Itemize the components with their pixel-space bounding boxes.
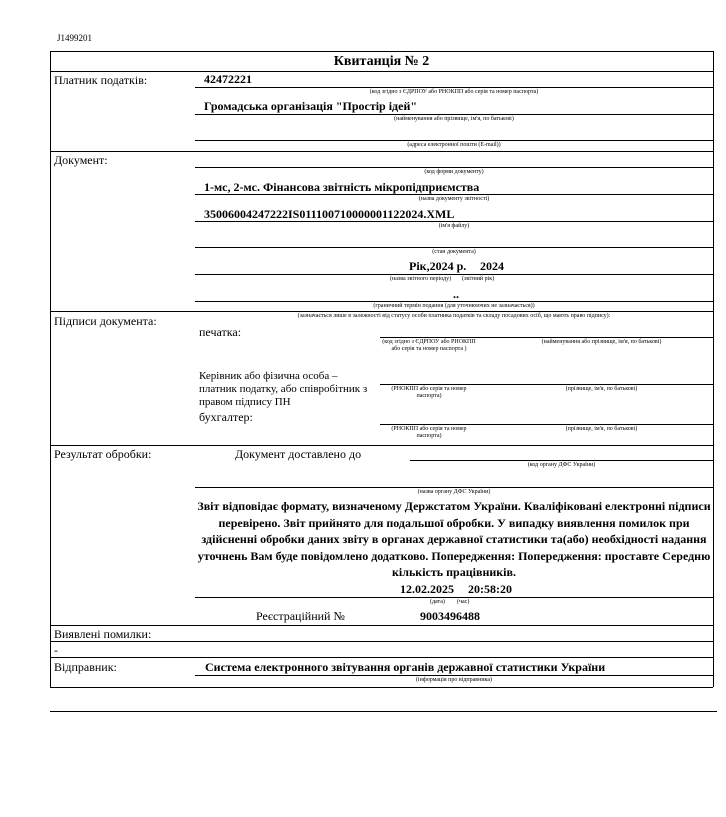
errors-value: - bbox=[54, 643, 58, 657]
sender-label: Відправник: bbox=[54, 660, 117, 674]
errors-divider bbox=[50, 641, 713, 642]
section-divider-2 bbox=[50, 311, 713, 312]
accountant-line bbox=[380, 424, 713, 425]
reg-label: Реєстраційний № bbox=[256, 609, 345, 623]
doc-year-hint: (звітний рік) bbox=[462, 276, 495, 282]
stamp-label: печатка: bbox=[199, 325, 242, 339]
payer-label: Платник податків: bbox=[54, 73, 148, 87]
head-code-hint: (РНОКПП або серія та номер паспорта) bbox=[391, 386, 467, 399]
frame-top bbox=[50, 51, 713, 52]
document-label: Документ: bbox=[54, 153, 108, 167]
frame-left bbox=[50, 51, 51, 687]
stamp-name-hint: (найменування або прізвище, ім'я, по батькові) bbox=[541, 339, 662, 345]
doc-file: 35006004247222IS011100710000001122024.XML bbox=[204, 207, 455, 221]
payer-name-hint: (найменування або прізвище, ім'я, по батькові) bbox=[394, 116, 514, 122]
doc-year: 2024 bbox=[480, 259, 504, 273]
doc-name-line bbox=[195, 194, 713, 195]
result-time: 20:58:20 bbox=[468, 582, 512, 596]
result-label: Результат обробки: bbox=[54, 447, 152, 461]
head-name-hint: (прізвище, ім'я, по батькові) bbox=[565, 386, 638, 392]
sender-value: Система електронного звітування органів державної статистики України bbox=[205, 660, 606, 674]
payer-email-hint: (адреса електронної пошти (E-mail)) bbox=[407, 142, 501, 148]
doc-period: Рік,2024 р. bbox=[409, 259, 467, 273]
doc-deadline: .. bbox=[453, 287, 459, 301]
head-line bbox=[380, 384, 713, 385]
doc-name-hint: (назва документу звітності) bbox=[418, 196, 490, 202]
section-divider-3 bbox=[50, 445, 713, 446]
accountant-name-hint: (прізвище, ім'я, по батькові) bbox=[565, 426, 638, 432]
accountant-label: бухгалтер: bbox=[199, 410, 253, 424]
doc-file-hint: (ім'я файлу) bbox=[438, 223, 470, 229]
doc-form-code-line bbox=[195, 167, 713, 168]
result-date: 12.02.2025 bbox=[400, 582, 454, 596]
doc-period-hint: (назва звітного періоду) bbox=[390, 276, 452, 282]
dfs-name-line bbox=[195, 487, 713, 488]
form-code: J1499201 bbox=[57, 33, 93, 43]
accountant-code-hint: (РНОКПП або серія та номер паспорта) bbox=[391, 426, 467, 439]
signatures-label: Підписи документа: bbox=[54, 314, 157, 328]
title-divider bbox=[50, 71, 713, 72]
doc-period-line bbox=[195, 274, 713, 275]
dfs-code-line bbox=[410, 460, 713, 461]
doc-status-hint: (стан документа) bbox=[432, 249, 476, 255]
payer-code: 42472221 bbox=[204, 72, 252, 86]
payer-name-line bbox=[195, 114, 713, 115]
dfs-code-hint: (код органу ДФС України) bbox=[527, 462, 596, 468]
doc-deadline-line bbox=[195, 301, 713, 302]
doc-file-line bbox=[195, 221, 713, 222]
doc-status-line bbox=[195, 247, 713, 248]
receipt-title: Квитанція № 2 bbox=[333, 54, 430, 69]
section-divider-5 bbox=[50, 657, 713, 658]
date-hint: (дата) bbox=[430, 599, 445, 605]
payer-name: Громадська організація "Простір ідей" bbox=[204, 99, 418, 113]
doc-deadline-hint: (граничний термін подання (для уточнюючих не зазначається)) bbox=[373, 303, 535, 309]
frame-right bbox=[713, 51, 714, 687]
sender-hint: (інформація про відправника) bbox=[415, 677, 493, 683]
doc-name: 1-мс, 2-мс. Фінансова звітність мікропідприємства bbox=[204, 180, 480, 194]
payer-code-line bbox=[195, 87, 713, 88]
time-hint: (час) bbox=[457, 599, 470, 605]
section-divider-1 bbox=[50, 151, 713, 152]
datetime-line bbox=[195, 597, 713, 598]
reg-number: 9003496488 bbox=[420, 609, 480, 623]
head-label: Керівник або фізична особа – платник податку, або співробітник з правом підпису ПН bbox=[199, 370, 368, 408]
signatures-note: (зазначається лише в залежності від статусу особи платника податків та складу посадових осіб, що мають право підпису): bbox=[297, 313, 611, 319]
sender-line bbox=[195, 675, 713, 676]
dfs-name-hint: (назва органу ДФС України) bbox=[417, 489, 491, 495]
section-divider-4 bbox=[50, 625, 713, 626]
frame-bottom bbox=[50, 687, 713, 688]
payer-email-line bbox=[195, 140, 713, 141]
doc-form-code-hint: (код форми документу) bbox=[424, 169, 484, 175]
errors-label: Виявлені помилки: bbox=[54, 627, 152, 641]
bottom-separator bbox=[50, 711, 717, 712]
delivered-label: Документ доставлено до bbox=[235, 447, 362, 461]
stamp-code-hint: (код згідно з ЄДРПОУ або РНОКПП або серія та номер паспорта ) bbox=[382, 339, 476, 352]
stamp-line bbox=[380, 337, 713, 338]
payer-code-hint: (код згідно з ЄДРПОУ або РНОКПП або серія та номер паспорта) bbox=[369, 89, 539, 95]
result-message: Звіт відповідає формату, визначеному Держстатом України. Кваліфіковані електронні підписи перевірено. Звіт прийнято для подальшої обробки. У випадку виявлення помилок при здійсненні обробки даних звіту в органах державної статистики та(або) необхідності надання уточнень Вам буде повідомлено додатково. Попередження: Попередження: проставте Середню кількість працівників. bbox=[197, 499, 711, 579]
